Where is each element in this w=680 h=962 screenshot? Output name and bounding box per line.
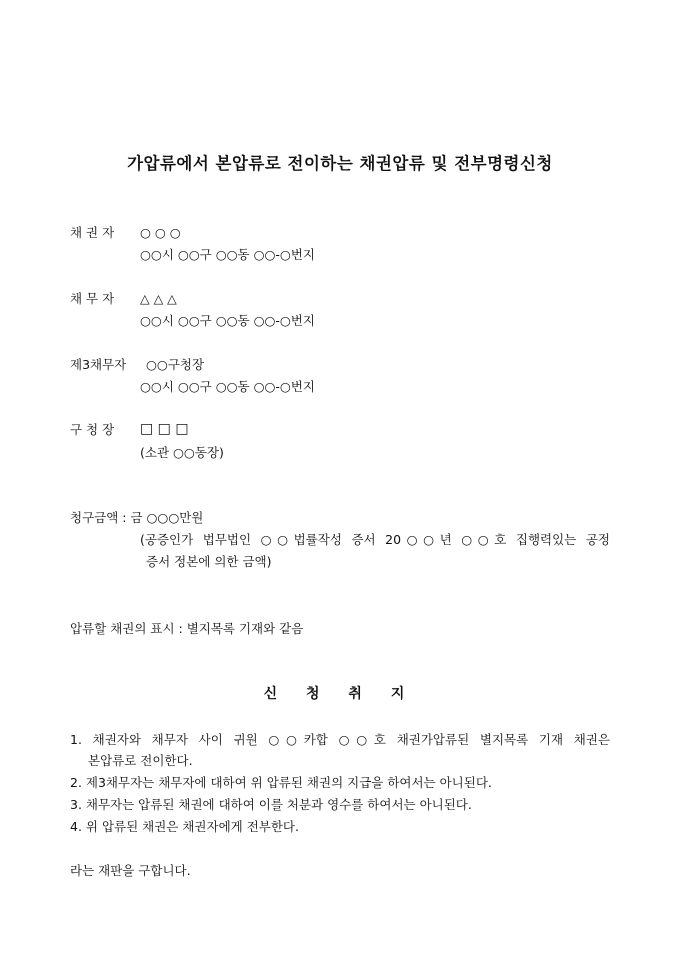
claim-amount: 청구금액 : 금 ○○○만원: [70, 510, 204, 525]
purpose-item-1-line1: [70, 731, 610, 748]
document-title: 가압류에서 본압류로 전이하는 채권압류 및 전부명령신청: [127, 154, 553, 173]
debtor-label: 채 무 자: [70, 291, 115, 306]
creditor-address: ○○시 ○○구 ○○동 ○○-○번지: [140, 247, 315, 262]
debtor-name: △ △ △: [140, 291, 177, 306]
district-head-name: □ □ □: [140, 421, 189, 437]
third-debtor-label: 제3채무자: [70, 357, 127, 372]
purpose-heading: 신 청 취 지: [263, 686, 417, 702]
purpose-item-4: 4. 위 압류된 채권은 채권자에게 전부한다.: [70, 819, 299, 834]
seized-claim-statement: 압류할 채권의 표시 : 별지목록 기재와 같음: [70, 621, 304, 636]
purpose-item-3: 3. 채무자는 압류된 채권에 대하여 이를 처분과 영수를 하여서는 아니된다.: [70, 797, 472, 812]
closing-statement: 라는 재판을 구합니다.: [70, 863, 191, 878]
district-head-label: 구 청 장: [70, 422, 115, 437]
creditor-label: 채 권 자: [70, 225, 115, 240]
district-head-note: (소관 ○○동장): [140, 445, 224, 460]
purpose-item-1-line1-text: 1. 채권자와 채무자 사이 귀원 ○○카합 ○○호 채권가압류된 별지목록 기재 채권은: [70, 732, 610, 747]
debtor-address: ○○시 ○○구 ○○동 ○○-○번지: [140, 313, 315, 328]
creditor-name: ○ ○ ○: [140, 225, 181, 240]
claim-note-line1-text: (공증인가 법무법인 ○○법률작성 증서 20○○년 ○○호 집행력있는 공정: [140, 532, 610, 547]
purpose-item-2: 2. 제3채무자는 채무자에 대하여 위 압류된 채권의 지급을 하여서는 아니된다.: [70, 775, 492, 790]
purpose-item-1-line2: 본압류로 전이한다.: [88, 753, 193, 768]
claim-note-line2: 증서 정본에 의한 금액): [146, 554, 272, 569]
third-debtor-address: ○○시 ○○구 ○○동 ○○-○번지: [140, 379, 315, 394]
claim-note-line1: [140, 531, 610, 548]
third-debtor-name: ○○구청장: [146, 357, 205, 372]
